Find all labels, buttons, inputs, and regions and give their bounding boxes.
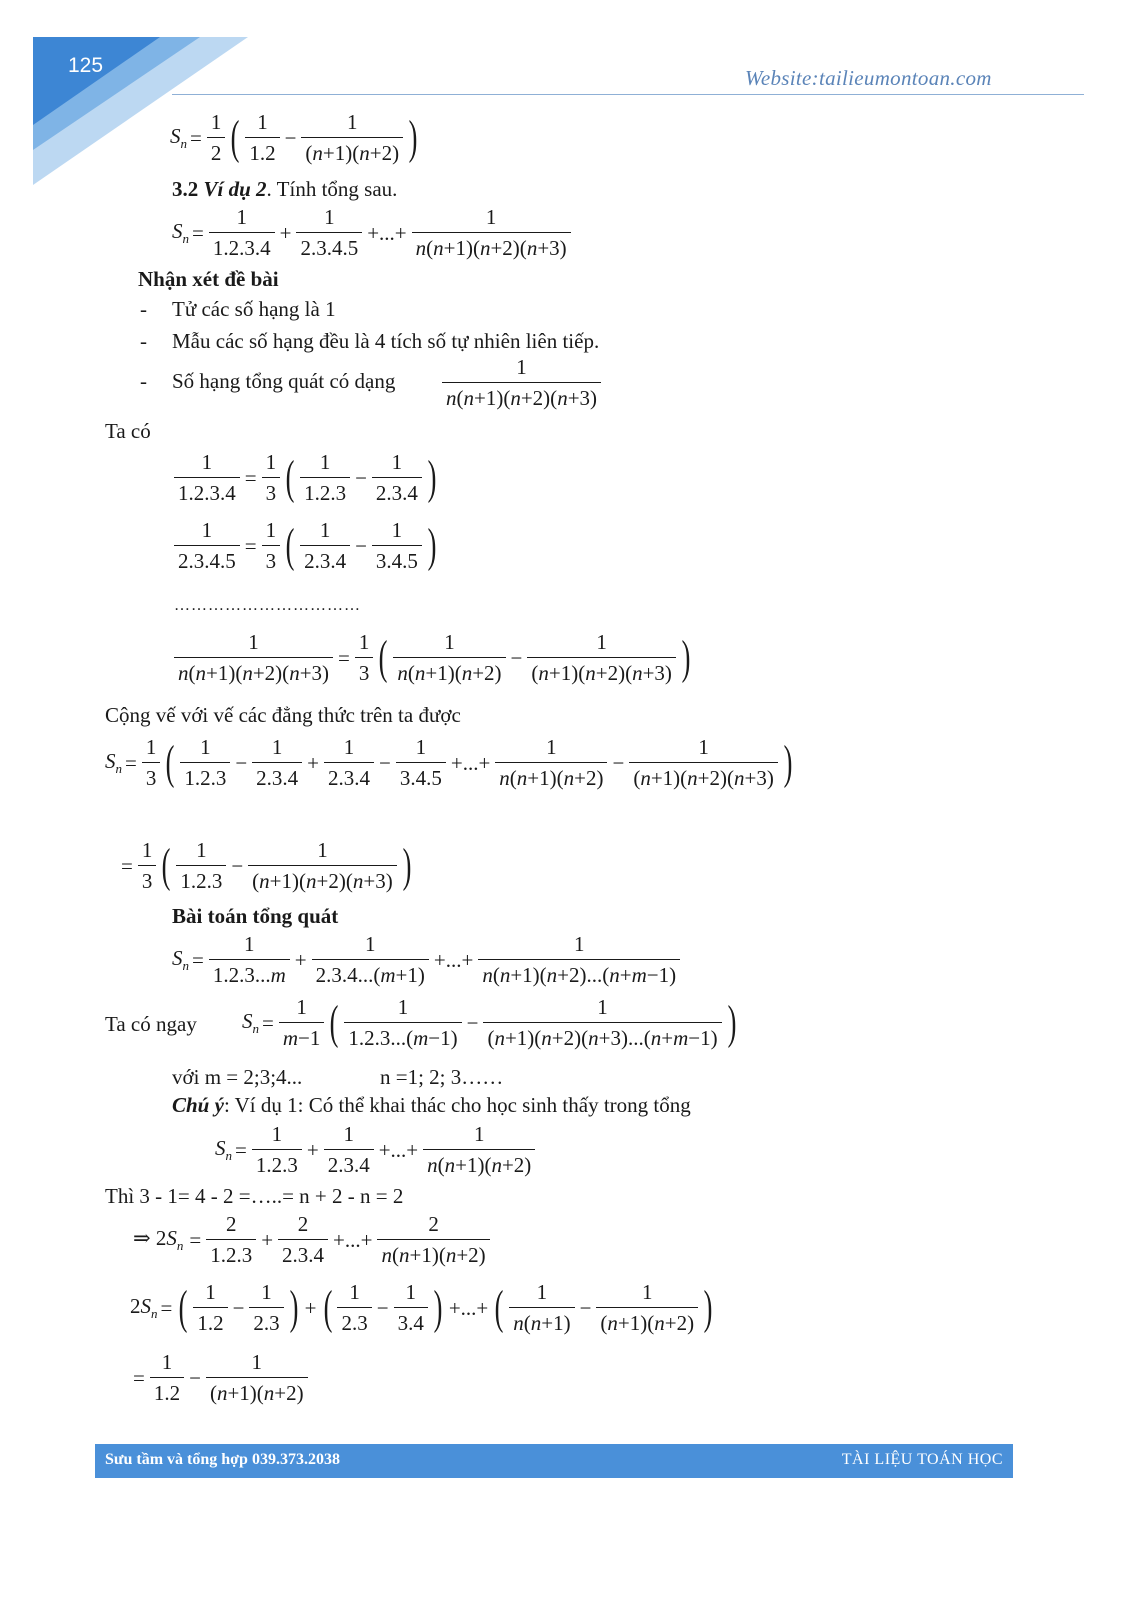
cong-ve-text: Cộng vế với vế các đẳng thức trên ta được xyxy=(105,703,461,727)
ta-co-ngay-text: Ta có ngay xyxy=(105,1012,197,1036)
ta-co-text: Ta có xyxy=(105,419,151,443)
equation-sn-telescoping: $S_n$ = $\frac{1}{3}$ ( $\frac{1}{1.2.3}$ − $\frac{1}{2.3.4}$ + $\frac{1}{2.3.4}$ − $\frac{1}{3.4.5}$ +...+ $\frac{1}{n(n+1)(n+2)}$ − $\frac{1}{(n+1)(n+2)(n+3)}$ ) xyxy=(105,735,793,790)
bullet-dash-2: - xyxy=(140,329,147,353)
equation-sn-ex2-result: = $\frac{1}{3}$ ( $\frac{1}{1.2.3}$ − $\frac{1}{(n+1)(n+2)(n+3)}$ ) xyxy=(121,838,412,893)
equation-2sn: ⇒ $2S_n$ = $\frac{2}{1.2.3}$ + $\frac{2}{2.3.4}$ +...+ $\frac{2}{n(n+1)(n+2)}$ xyxy=(130,1212,492,1268)
example-2-heading xyxy=(172,178,397,201)
note-label: Chú ý xyxy=(172,1093,224,1117)
bullet-1: Tử các số hạng là 1 xyxy=(172,297,336,321)
thi-line: Thì 3 - 1= 4 - 2 =…..= n + 2 - n = 2 xyxy=(105,1184,404,1208)
equation-general-term: $\frac{1}{n(n+1)(n+2)(n+3)}$ xyxy=(440,355,603,411)
equation-general-sum: $S_n$ = $\frac{1}{1.2.3...m}$ + $\frac{1}{2.3.4...(m+1)}$ +...+ $\frac{1}{n(n+1)(n+2)...(n+m-1)}$ xyxy=(172,932,682,988)
equation-2sn-result: = $\frac{1}{1.2}$ − $\frac{1}{(n+1)(n+2)}$ xyxy=(130,1350,310,1406)
website-header: Website:tailieumontoan.com xyxy=(745,66,992,90)
general-problem-title: Bài toán tổng quát xyxy=(172,904,339,928)
n-values-text: n =1; 2; 3…… xyxy=(380,1065,504,1089)
ellipsis-line: …………………………… xyxy=(174,597,361,614)
example-2-task: . Tính tổng sau. xyxy=(266,177,398,201)
bullet-dash-3: - xyxy=(140,369,147,393)
m-values-text: với m = 2;3;4... xyxy=(172,1065,303,1089)
equation-sn-ex2: $S_n$ = $\frac{1}{1.2.3.4}$ + $\frac{1}{2.3.4.5}$ +...+ $\frac{1}{n(n+1)(n+2)(n+3)}$ xyxy=(172,205,573,261)
equation-term-n: $\frac{1}{n(n+1)(n+2)(n+3)}$ = $\frac{1}{3}$ ( $\frac{1}{n(n+1)(n+2)}$ − $\frac{1}{(n+1)(n+2)(n+3)}$ ) xyxy=(172,630,694,686)
example-2-number: 3.2 xyxy=(172,177,204,201)
page-number: 125 xyxy=(68,54,104,77)
equation-term-1: $\frac{1}{1.2.3.4}$ = $\frac{1}{3}$ ( $\frac{1}{1.2.3}$ − $\frac{1}{2.3.4}$ ) xyxy=(172,450,440,506)
footer-bar xyxy=(95,1444,1013,1478)
remark-title: Nhận xét đề bài xyxy=(138,267,279,291)
note-line xyxy=(172,1094,691,1117)
footer-contact: Sưu tầm và tổng hợp 039.373.2038 xyxy=(105,1451,340,1468)
example-2-label: Ví dụ 2 xyxy=(203,177,267,201)
footer-brand: TÀI LIỆU TOÁN HỌC xyxy=(841,1451,1003,1468)
equation-2sn-telescoping: $2S_n$ = ( $\frac{1}{1.2}$ − $\frac{1}{2.3}$ ) + ( $\frac{1}{2.3}$ − $\frac{1}{3.4}$ ) +...+ ( $\frac{1}{n(n+1)}$ − $\frac{1}{(n+1)(n+2)}$ ) xyxy=(130,1280,713,1335)
header-divider xyxy=(172,94,1084,95)
bullet-2: Mẫu các số hạng đều là 4 tích số tự nhiên liên tiếp. xyxy=(172,329,600,353)
equation-sn-ex1-result: $S_n$ = $\frac{1}{2}$ ( $\frac{1}{1.2}$ − $\frac{1}{(n+1)(n+2)}$ ) xyxy=(170,110,418,165)
equation-term-2: $\frac{1}{2.3.4.5}$ = $\frac{1}{3}$ ( $\frac{1}{2.3.4}$ − $\frac{1}{3.4.5}$ ) xyxy=(172,518,440,574)
equation-ex1-sum: $S_n$ = $\frac{1}{1.2.3}$ + $\frac{1}{2.3.4}$ +...+ $\frac{1}{n(n+1)(n+2)}$ xyxy=(215,1122,537,1178)
bullet-dash-1: - xyxy=(140,297,147,321)
equation-general-result: $S_n$ = $\frac{1}{m-1}$ ( $\frac{1}{1.2.3...(m-1)}$ − $\frac{1}{(n+1)(n+2)(n+3)...(n+m-1)}$ ) xyxy=(242,995,736,1050)
bullet-3: Số hạng tổng quát có dạng xyxy=(172,369,396,393)
note-text: : Ví dụ 1: Có thể khai thác cho học sinh thấy trong tổng xyxy=(223,1093,691,1117)
